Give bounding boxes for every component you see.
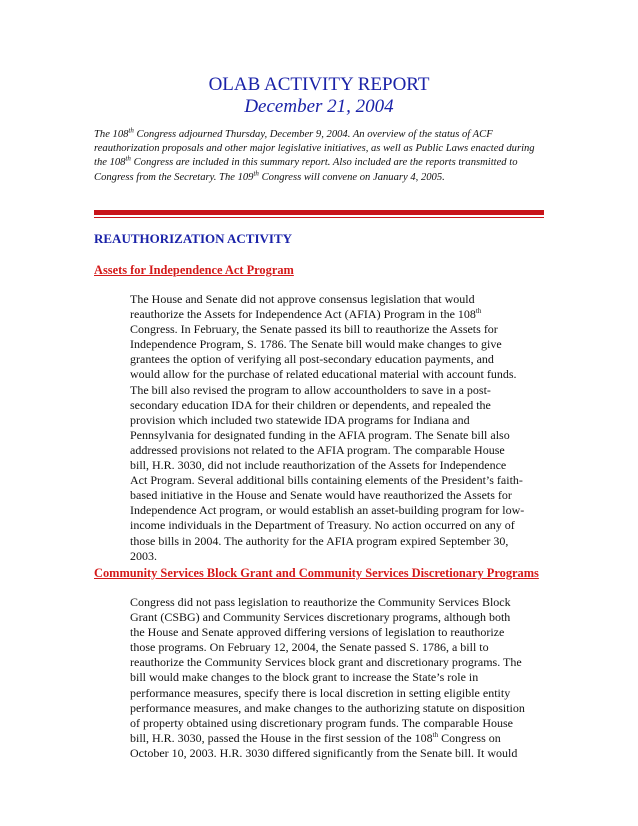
- paragraph-line: Congress did not pass legislation to reauthorize the Community Services Block: [130, 595, 511, 609]
- paragraph-line: Act Program. Several additional bills containing elements of the President’s faith-: [130, 473, 523, 488]
- paragraph-line-text: bill, H.R. 3030, passed the House in the first session of the 108: [130, 730, 433, 745]
- paragraph-line: of property obtained using discretionary program funds. The comparable House: [130, 715, 514, 730]
- intro-paragraph: [94, 128, 549, 185]
- intro-text-2: Congress adjourned Thursday, December 9, 2004. An overview of the status of ACF reauthorization proposals and other major legislative initiatives, as well as Public Laws enacted during the 108: [94, 129, 535, 169]
- program-paragraph-csbg: [130, 595, 560, 761]
- paragraph-line: performance measures, and make changes to the authorizing statute on disposition: [130, 700, 525, 715]
- intro-sup-2: th: [125, 154, 131, 163]
- intro-sup-1: th: [128, 126, 134, 135]
- paragraph-line: bill would make changes to the block grant to increase the State’s role in: [130, 670, 479, 685]
- paragraph-line: income individuals in the Department of Treasury. No action occurred on any of: [130, 518, 515, 533]
- paragraph-line: The bill also revised the program to allow accountholders to save in a post-: [130, 382, 491, 397]
- paragraph-line: provision which included two statewide IDA programs for Indiana and: [130, 412, 470, 427]
- intro-text-4: Congress will convene on January 4, 2005.: [258, 171, 445, 183]
- paragraph-line: reauthorize the Community Services block grant and discretionary programs. The: [130, 655, 522, 670]
- paragraph-line: those programs. On February 12, 2004, the Senate passed S. 1786, a bill to: [130, 640, 489, 655]
- paragraph-line: October 10, 2003. H.R. 3030 differed significantly from the Senate bill. It would: [130, 745, 518, 760]
- intro-text-1: The 108: [94, 129, 129, 140]
- program-heading-csbg: Community Services Block Grant and Community Services Discretionary Programs: [94, 566, 539, 580]
- paragraph-line: those bills in 2004. The authority for the AFIA program expired September 30,: [130, 533, 509, 548]
- paragraph-line-tail: Congress on: [438, 730, 501, 745]
- paragraph-line: performance measures, specify there is local discretion in setting eligible entity: [130, 685, 511, 700]
- intro-text-3: Congress are included in this summary report. Also included are the reports transmitted to Congress from the Secretary. The 109: [94, 157, 518, 183]
- report-date: December 21, 2004: [244, 96, 394, 117]
- paragraph-line: Grant (CSBG) and Community Services discretionary programs, although both: [130, 610, 511, 625]
- paragraph-line-text: reauthorize the Assets for Independence Act (AFIA) Program in the 108: [130, 307, 476, 322]
- program-heading-afia: Assets for Independence Act Program: [94, 263, 294, 277]
- report-title: OLAB ACTIVITY REPORT: [208, 74, 430, 95]
- paragraph-line: [130, 307, 560, 322]
- paragraph-line: addressed provisions not related to the AFIA program. The comparable House: [130, 442, 505, 457]
- paragraph-line: [130, 731, 560, 746]
- paragraph-line: Independence Act program, or would establish an asset-building program for low-: [130, 503, 525, 518]
- paragraph-line: secondary education IDA for their children or dependents, and repealed the: [130, 397, 491, 412]
- paragraph-line: based initiative in the House and Senate would have reauthorized the Assets for: [130, 488, 512, 503]
- ordinal-sup: th: [475, 307, 482, 316]
- paragraph-line: The House and Senate did not approve consensus legislation that would: [130, 292, 475, 306]
- paragraph-line: grantees the option of verifying all post-secondary education payments, and: [130, 352, 494, 367]
- paragraph-line: the House and Senate approved differing versions of legislation to reauthorize: [130, 625, 505, 640]
- paragraph-line: Congress. In February, the Senate passed its bill to reauthorize the Assets for: [130, 322, 498, 337]
- divider-thick: [94, 210, 544, 215]
- paragraph-line: Independence Program, S. 1786. The Senate bill would make changes to give: [130, 337, 502, 352]
- paragraph-line: 2003.: [130, 548, 157, 563]
- paragraph-line: Pennsylvania for designated funding in the AFIA program. The Senate bill also: [130, 427, 510, 442]
- ordinal-sup: th: [432, 730, 439, 739]
- paragraph-line: bill, H.R. 3030, did not include reauthorization of the Assets for Independence: [130, 458, 507, 473]
- section-heading: REAUTHORIZATION ACTIVITY: [94, 231, 293, 246]
- divider-thin: [94, 217, 544, 218]
- program-paragraph-afia: [130, 292, 560, 564]
- paragraph-line: would allow for the purchase of related educational material with account funds.: [130, 367, 517, 382]
- intro-sup-3: th: [253, 169, 259, 178]
